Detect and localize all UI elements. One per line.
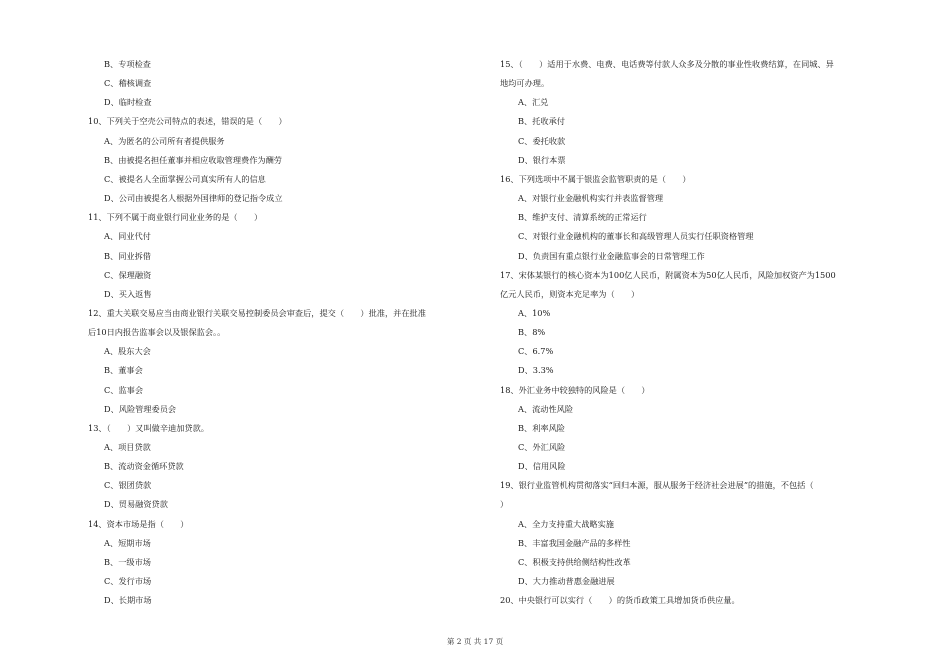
answer-option: A、对银行业金融机构实行并表监督管理 <box>518 193 664 204</box>
question-continuation: 亿元人民币，则资本充足率为（ ） <box>500 288 640 299</box>
answer-option: B、维护支付、清算系统的正常运行 <box>518 212 647 223</box>
answer-option: B、8% <box>518 327 546 338</box>
answer-option: B、由被提名担任董事并相应收取管理费作为酬劳 <box>104 154 282 165</box>
question-text: 17、宋体某银行的核心资本为100亿人民币，附属资本为50亿人民币，风险加权资产为1500 <box>500 269 836 280</box>
answer-option: C、监事会 <box>104 384 144 395</box>
answer-option: A、全力支持重大战略实施 <box>518 518 614 529</box>
answer-option: D、买入返售 <box>104 288 152 299</box>
answer-option: B、流动资金循环贷款 <box>104 461 184 472</box>
answer-option: A、同业代付 <box>104 231 151 242</box>
answer-option: C、积极支持供给侧结构性改革 <box>518 556 631 567</box>
question-continuation: 后10日内报告监事会以及银保监会。。 <box>88 327 226 338</box>
answer-option: B、托收承付 <box>518 116 565 127</box>
answer-option: C、委托收款 <box>518 135 566 146</box>
question-text: 13、（ ）又叫做辛迪加贷款。 <box>88 422 209 433</box>
page-footer: 第 2 页 共 17 页 <box>446 637 504 646</box>
question-text: 15、（ ）适用于水费、电费、电话费等付款人众多及分散的事业性收费结算，在同城、异 <box>500 59 834 69</box>
answer-option: D、银行本票 <box>518 154 566 165</box>
answer-option: D、风险管理委员会 <box>104 403 177 414</box>
answer-option: C、稽核调查 <box>104 78 152 89</box>
answer-option: A、流动性风险 <box>518 403 574 414</box>
answer-option: D、长期市场 <box>104 595 152 606</box>
answer-option: A、项目贷款 <box>104 442 151 452</box>
answer-option: A、为匿名的公司所有者提供服务 <box>104 135 225 146</box>
question-continuation: 地均可办理。 <box>500 78 550 89</box>
answer-option: D、大力推动普惠金融进展 <box>518 576 615 587</box>
answer-option: A、短期市场 <box>104 537 151 548</box>
answer-option: B、丰富我国金融产品的多样性 <box>518 537 631 548</box>
question-text: 18、外汇业务中较独特的风险是（ ） <box>500 384 650 395</box>
answer-option: C、银团贷款 <box>104 480 152 491</box>
answer-option: B、董事会 <box>104 365 143 376</box>
answer-option: D、负责国有重点银行业金融监事会的日常管理工作 <box>518 250 705 261</box>
answer-option: D、信用风险 <box>518 461 566 472</box>
question-text: 16、下列选项中不属于银监会监管职责的是（ ） <box>500 173 691 184</box>
answer-option: A、股东大会 <box>104 346 151 357</box>
answer-option: D、3.3% <box>518 365 554 376</box>
question-text: 14、资本市场是指（ ） <box>88 518 189 529</box>
answer-option: D、临时检查 <box>104 97 152 108</box>
answer-option: A、10% <box>518 307 551 318</box>
answer-option: C、对银行业金融机构的董事长和高级管理人员实行任职资格管理 <box>518 231 754 242</box>
question-text: 10、下列关于空壳公司特点的表述，错误的是（ ） <box>88 116 287 127</box>
question-continuation: ） <box>500 499 509 510</box>
answer-option: C、被提名人全面掌握公司真实所有人的信息 <box>104 173 266 184</box>
answer-option: B、专项检查 <box>104 59 151 69</box>
answer-option: B、一级市场 <box>104 556 151 567</box>
question-text: 11、下列不属于商业银行同业业务的是（ ） <box>88 212 263 223</box>
answer-option: A、汇兑 <box>518 97 549 108</box>
question-text: 12、重大关联交易应当由商业银行关联交易控制委员会审查后，提交（ ）批准，并在批准 <box>88 307 426 318</box>
answer-option: B、同业拆借 <box>104 250 151 261</box>
answer-option: D、公司由被提名人根据外国律师的登记指令成立 <box>104 193 283 204</box>
answer-option: B、利率风险 <box>518 422 565 433</box>
answer-option: C、发行市场 <box>104 576 152 587</box>
question-text: 20、中央银行可以实行（ ）的货币政策工具增加货币供应量。 <box>500 595 740 606</box>
question-text: 19、银行业监管机构贯彻落实“回归本源，服从服务于经济社会进展”的措施，不包括（ <box>500 480 814 491</box>
answer-option: C、6.7% <box>518 346 554 357</box>
answer-option: D、贸易融资贷款 <box>104 499 168 510</box>
answer-option: C、保理融资 <box>104 269 152 280</box>
answer-option: C、外汇风险 <box>518 442 566 452</box>
